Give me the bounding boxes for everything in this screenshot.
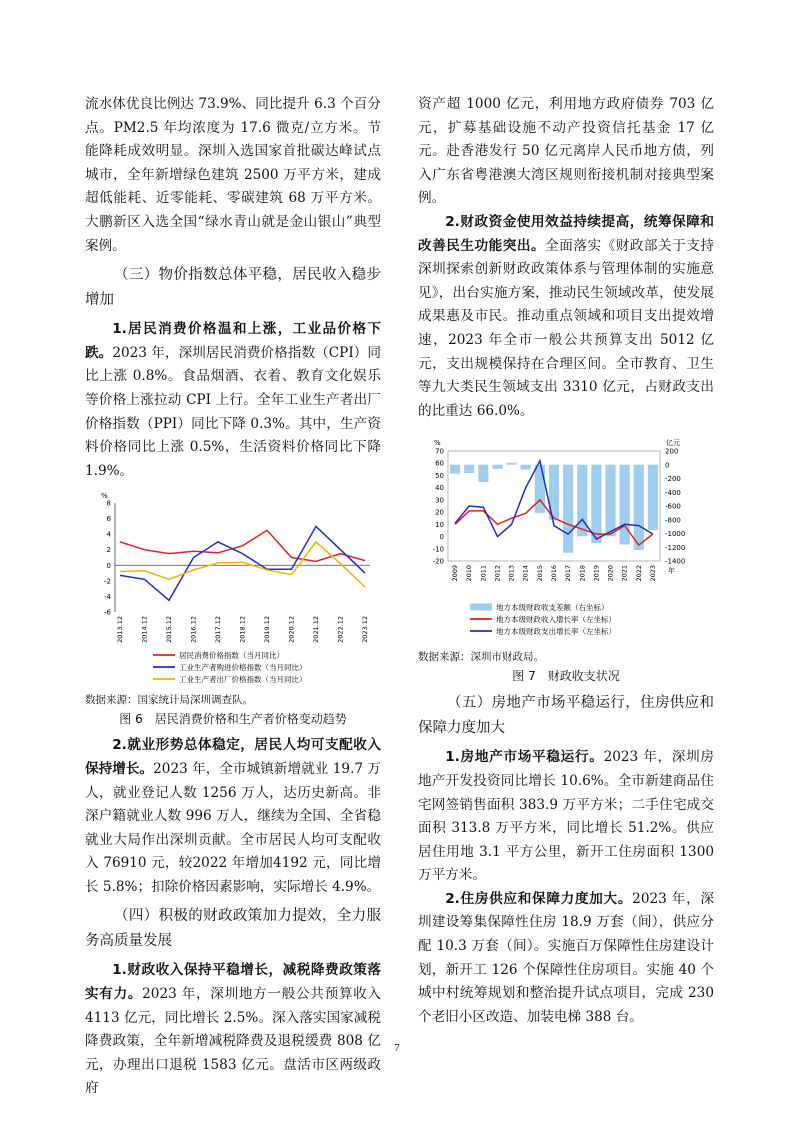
balance-bar bbox=[521, 465, 531, 470]
paragraph bbox=[85, 734, 381, 899]
x-tick-label: 2017 bbox=[564, 565, 573, 582]
figure-7-caption: 图 7 财政收支状况 bbox=[512, 669, 620, 684]
y-left-tick-label: -10 bbox=[432, 545, 444, 554]
paragraph-lead: 2.就业形势总体稳定，居民人均可支配收入保持增长。 bbox=[85, 737, 381, 777]
paragraph-body: 2023 年，深圳居民消费价格指数（CPI）同比上涨 0.8%。食品烟酒、衣着、教育文化娱乐等价格上涨拉动 CPI 上行。全年工业生产者出厂价格指数（PPI）同比下降 0.3%。其中，生产资料价格同比上涨 0.5%，生活资料价格同比下降 1.9%。 bbox=[85, 344, 381, 479]
y-tick-label: -6 bbox=[104, 608, 111, 617]
balance-bar bbox=[634, 465, 644, 550]
paragraph-lead: 2.财政资金使用效益持续提高，统筹保障和改善民生功能突出。 bbox=[418, 213, 714, 254]
series-line bbox=[120, 531, 365, 562]
balance-bar bbox=[450, 465, 460, 474]
fiscal-chart bbox=[418, 429, 714, 649]
x-tick-label: 2015 bbox=[535, 565, 544, 582]
y-right-tick-label: 0 bbox=[665, 461, 670, 470]
x-tick-label: 2013 bbox=[507, 565, 516, 582]
legend-label: 工业生产者出厂价格指数（当月同比） bbox=[179, 675, 307, 685]
paragraph-lead: 1.房地产市场平稳运行。 bbox=[445, 749, 604, 766]
x-tick-label: 2017.12 bbox=[214, 616, 222, 644]
balance-bar bbox=[563, 465, 573, 553]
x-tick-label: 2015.12 bbox=[165, 616, 173, 644]
legend-label: 工业生产者购进价格指数（当月同比） bbox=[179, 663, 307, 673]
section-heading-4: （四）积极的财政政策加力提效，全力服务高质量发展 bbox=[85, 908, 381, 950]
x-tick-label: 2009 bbox=[451, 565, 460, 582]
x-tick-label: 2016 bbox=[550, 565, 558, 582]
balance-bar bbox=[605, 465, 615, 537]
paragraph-lead: 1.居民消费价格温和上涨，工业品价格下跌。 bbox=[85, 321, 381, 361]
y-tick-label: 0 bbox=[106, 562, 111, 571]
y-tick-label: -2 bbox=[104, 577, 111, 586]
y-left-tick-label: 30 bbox=[435, 496, 444, 505]
series-line bbox=[120, 527, 365, 601]
y-right-label: 亿元 bbox=[666, 439, 680, 448]
y-tick-label: 2 bbox=[106, 546, 111, 555]
cpi-ppi-chart bbox=[85, 487, 381, 692]
y-left-tick-label: -20 bbox=[432, 557, 444, 566]
paragraph: 资产超 1000 亿元，利用地方政府债券 703 亿元，扩募基础设施不动产投资信托基金 17 亿元。赴香港发行 50 亿元离岸人民币地方债，列入广东省粤港澳大湾区规则衔接机制对接典型案例。 bbox=[418, 96, 714, 207]
x-tick-label: 2020 bbox=[606, 565, 615, 582]
left-column bbox=[85, 93, 381, 1101]
y-left-label: % bbox=[434, 439, 441, 448]
y-right-tick-label: -400 bbox=[665, 489, 681, 498]
x-tick-label: 2021 bbox=[620, 565, 629, 582]
y-right-tick-label: 200 bbox=[665, 447, 679, 456]
x-tick-label: 2014.12 bbox=[140, 616, 149, 644]
legend-label: 居民消费价格指数（当月同比） bbox=[179, 651, 284, 661]
paragraph: 流水体优良比例达 73.9%、同比提升 6.3 个百分点。PM2.5 年均浓度为 17.6 微克/立方米。节能降耗成效明显。深圳入选国家首批碳达峰试点城市，全年新增绿色建筑 2500 万平方米，建成超低能耗、近零能耗、零碳建筑 68 万平方米。大鹏新区入选全国“绿水青山就是金山银山”典型案例。 bbox=[85, 96, 381, 254]
y-left-tick-label: 0 bbox=[439, 533, 444, 542]
page-number: 7 bbox=[394, 1042, 400, 1054]
figure-6-caption: 图 6 居民消费价格和生产者价格变动趋势 bbox=[119, 712, 347, 727]
y-left-tick-label: 70 bbox=[435, 447, 444, 456]
x-tick-label: 2013.12 bbox=[116, 616, 124, 644]
section-heading-5: （五）房地产市场平稳运行，住房供应和保障力度加大 bbox=[418, 695, 714, 737]
x-tick-label: 2023.12 bbox=[361, 616, 369, 644]
y-axis-label: % bbox=[101, 492, 108, 501]
paragraph bbox=[418, 888, 714, 1030]
x-tick-label: 2020.12 bbox=[287, 616, 296, 644]
paragraph bbox=[85, 318, 381, 483]
y-right-tick-label: -600 bbox=[665, 502, 681, 511]
right-column bbox=[418, 93, 714, 1029]
y-tick-label: 4 bbox=[106, 530, 111, 539]
paragraph-body: 2023 年，全市城镇新增就业 19.7 万人，就业登记人数 1256 万人，达历史新高。非深户籍就业人数 996 万人，继续为全国、全省稳就业大局作出深圳贡献。全市居民人均可支配收入 76910 元，较2022 年增加4192 元，同比增长 5.8%；扣除价格因素影响，实际增长 4.9%。 bbox=[85, 760, 381, 895]
legend-label: 地方本级财政收入增长率（左坐标） bbox=[496, 615, 616, 625]
y-right-tick-label: -1200 bbox=[665, 544, 686, 553]
paragraph bbox=[85, 959, 381, 1101]
x-tick-label: 2018 bbox=[578, 565, 587, 582]
y-tick-label: -4 bbox=[104, 593, 111, 602]
x-tick-label: 2023 bbox=[648, 565, 657, 582]
x-tick-label: 2022.12 bbox=[336, 616, 345, 644]
figure-6 bbox=[85, 487, 381, 692]
figure-7 bbox=[418, 429, 714, 649]
y-left-tick-label: 10 bbox=[435, 521, 444, 530]
x-tick-label: 2019 bbox=[592, 565, 601, 582]
x-tick-label: 2011 bbox=[479, 565, 488, 582]
x-tick-label: 2010 bbox=[465, 565, 474, 582]
y-right-tick-label: -1400 bbox=[665, 557, 686, 566]
x-tick-label: 2018.12 bbox=[238, 616, 247, 644]
x-tick-label: 2012 bbox=[493, 565, 502, 582]
paragraph-body: 全面落实《财政部关于支持深圳探索创新财政政策体系与管理体制的实施意见》，出台实施方案，推动民生领域改革，使发展成果惠及市民。推动重点领域和项目支出提效增速，2023 年全市一般公共预算支出 5012 亿元，支出规模保持在合理区间。全市教育、卫生等九大类民生领域支出 3310 亿元，占财政支出的比重达 66.0%。 bbox=[418, 237, 715, 419]
y-left-tick-label: 60 bbox=[435, 460, 444, 469]
x-tick-label: 2019.12 bbox=[263, 616, 271, 644]
section-heading-3: （三）物价指数总体平稳，居民收入稳步增加 bbox=[85, 267, 381, 309]
x-tick-label: 2022 bbox=[634, 565, 643, 582]
y-left-tick-label: 50 bbox=[435, 472, 444, 481]
balance-bar bbox=[620, 465, 630, 545]
x-axis-unit: 年 bbox=[668, 567, 675, 576]
paragraph-lead: 1.财政收入保持平稳增长，减税降费政策落实有力。 bbox=[85, 962, 381, 1003]
x-tick-label: 2014 bbox=[521, 565, 530, 582]
y-tick-label: 8 bbox=[106, 499, 111, 508]
paragraph-body: 2023 年，深圳地方一般公共预算收入 4113 亿元，同比增长 2.5%。深入落实国家减税降费政策，全年新增减税降费及退税缓费 808 亿元，办理出口退税 1583 亿元。盘活市区两级政府 bbox=[85, 986, 382, 1097]
balance-bar bbox=[492, 465, 502, 469]
balance-bar bbox=[648, 465, 658, 530]
balance-bar bbox=[478, 465, 488, 482]
paragraph bbox=[418, 746, 714, 888]
paragraph-body: 2023 年，深圳房地产开发投资同比增长 10.6%。全市新建商品住宅网签销售面积 383.9 万平方米；二手住宅成交面积 313.8 万平方米，同比增长 51.2%。供应居住用地 3.1 平方公里，新开工住房面积 1300 万平方米。 bbox=[418, 749, 714, 884]
paragraph-body: 2023 年，深圳建设筹集保障性住房 18.9 万套（间），供应分配 10.3 万套（间）。实施百万保障性住房建设计划，新开工 126 个保障性住房项目。实施 40 个城中村统筹规划和整治提升试点项目，完成 230 个老旧小区改造、加装电梯 388 台。 bbox=[418, 890, 714, 1025]
paragraph bbox=[418, 211, 714, 423]
legend-swatch bbox=[470, 604, 492, 611]
paragraph-lead: 2.住房供应和保障力度加大。 bbox=[445, 890, 633, 907]
figure-7-source: 数据来源：深圳市财政局。 bbox=[418, 651, 544, 664]
legend-label: 地方本级财政收支差额（右坐标） bbox=[496, 603, 609, 613]
y-right-tick-label: -1000 bbox=[665, 530, 686, 539]
x-tick-label: 2021.12 bbox=[312, 616, 320, 644]
series-line bbox=[120, 542, 365, 587]
figure-6-source: 数据来源：国家统计局深圳调查队。 bbox=[85, 694, 253, 707]
y-tick-label: 6 bbox=[106, 515, 111, 524]
balance-bar bbox=[464, 465, 474, 473]
y-right-tick-label: -800 bbox=[665, 516, 681, 525]
legend-label: 地方本级财政支出增长率（左坐标） bbox=[496, 627, 616, 637]
balance-bar bbox=[507, 463, 517, 465]
y-right-tick-label: -200 bbox=[665, 475, 681, 484]
x-tick-label: 2016.12 bbox=[189, 616, 198, 644]
y-left-tick-label: 20 bbox=[435, 508, 444, 517]
balance-bar bbox=[591, 465, 601, 543]
y-left-tick-label: 40 bbox=[435, 484, 444, 493]
